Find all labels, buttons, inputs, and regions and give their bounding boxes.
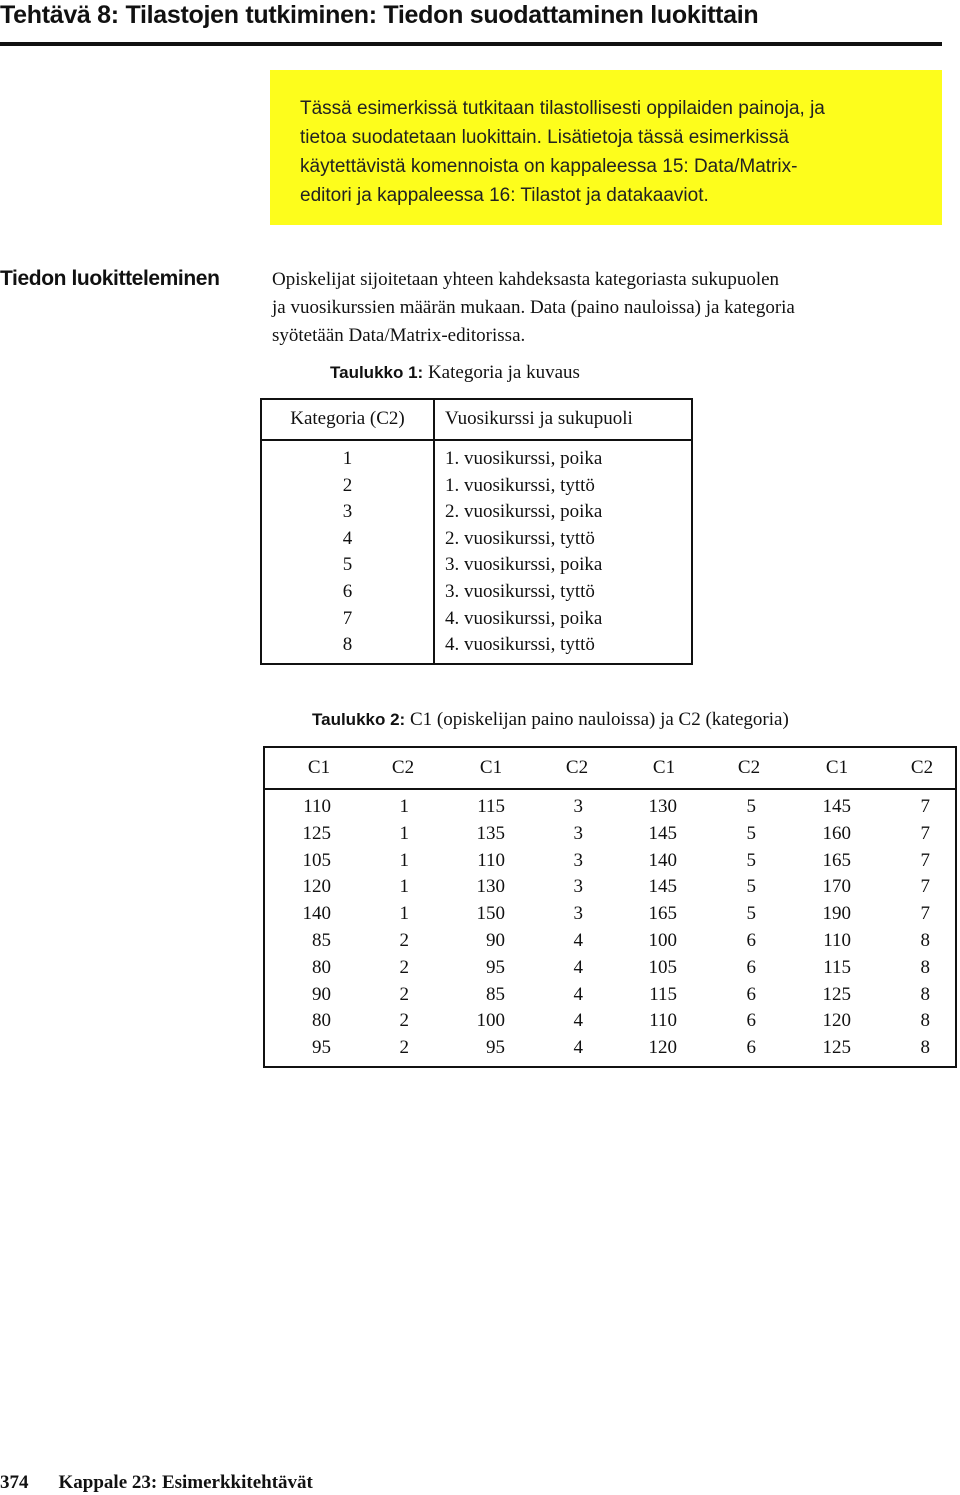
- category-cell: 7: [920, 849, 930, 871]
- weight-data-table: [263, 746, 957, 1068]
- category-number: 2: [342, 474, 353, 496]
- weight-cell: 115: [823, 956, 851, 978]
- category-cell: 7: [920, 903, 930, 925]
- weight-cell: 120: [648, 1037, 677, 1059]
- weight-cell: 115: [477, 796, 505, 817]
- category-cell: 4: [573, 1037, 583, 1059]
- table2-header-cell: C1: [307, 757, 331, 778]
- weight-cell: 135: [476, 822, 505, 844]
- weight-cell: 115: [649, 983, 677, 1005]
- table-row: [265, 850, 955, 877]
- table-row: [262, 475, 691, 502]
- table2-header-cell: C2: [910, 757, 934, 778]
- table1-header-category: Kategoria (C2): [290, 408, 405, 429]
- category-cell: 8: [920, 929, 930, 951]
- table-row: [262, 501, 691, 528]
- weight-cell: 80: [312, 1010, 331, 1032]
- category-number: 5: [342, 554, 353, 576]
- table2-header-cell: C2: [391, 757, 415, 778]
- weight-cell: 165: [822, 849, 851, 871]
- weight-cell: 85: [486, 983, 505, 1005]
- page-title: Tehtävä 8: Tilastojen tutkiminen: Tiedon suodattaminen luokittain: [0, 1, 759, 29]
- category-cell: 1: [399, 796, 409, 817]
- table-row: [262, 608, 691, 635]
- table-row: [265, 930, 955, 957]
- chapter-title: Kappale 23: Esimerkkitehtävät: [58, 1472, 313, 1493]
- category-cell: 6: [746, 929, 756, 951]
- weight-cell: 145: [648, 822, 677, 844]
- category-cell: 7: [920, 822, 930, 844]
- category-description: 4. vuosikurssi, poika: [445, 607, 603, 629]
- category-cell: 2: [399, 1010, 409, 1032]
- table-row: [265, 957, 955, 984]
- category-cell: 7: [920, 876, 930, 898]
- category-cell: 2: [399, 1037, 409, 1059]
- category-cell: 5: [746, 849, 756, 871]
- weight-cell: 120: [302, 876, 331, 898]
- note-line: tietoa suodatetaan luokittain. Lisätietoja tässä esimerkissä: [300, 127, 789, 148]
- table1-caption-text: Kategoria ja kuvaus: [423, 362, 580, 383]
- category-cell: 1: [399, 849, 409, 871]
- category-cell: 6: [746, 1037, 756, 1059]
- category-cell: 8: [920, 1010, 930, 1032]
- category-cell: 6: [746, 983, 756, 1005]
- category-cell: 3: [573, 822, 583, 844]
- table2-header-cell: C1: [825, 757, 849, 778]
- weight-cell: 100: [476, 1010, 505, 1032]
- category-cell: 3: [573, 796, 583, 817]
- category-cell: 4: [573, 983, 583, 1005]
- table-row: [265, 903, 955, 930]
- category-number: 6: [342, 580, 353, 602]
- category-cell: 8: [920, 956, 930, 978]
- weight-cell: 95: [486, 1037, 505, 1059]
- weight-cell: 130: [476, 876, 505, 898]
- category-cell: 3: [573, 849, 583, 871]
- weight-cell: 85: [312, 929, 331, 951]
- weight-cell: 125: [822, 1037, 851, 1059]
- table2-header-cell: C2: [737, 757, 761, 778]
- note-line: Tässä esimerkissä tutkitaan tilastollisesti oppilaiden painoja, ja: [300, 98, 825, 119]
- weight-cell: 125: [302, 822, 331, 844]
- weight-cell: 95: [486, 956, 505, 978]
- table-row: [265, 984, 955, 1011]
- category-description: 3. vuosikurssi, tyttö: [445, 580, 595, 602]
- category-cell: 7: [920, 796, 930, 817]
- category-cell: 5: [746, 822, 756, 844]
- weight-cell: 145: [822, 796, 851, 817]
- weight-cell: 125: [822, 983, 851, 1005]
- intro-line: syötetään Data/Matrix-editorissa.: [272, 325, 526, 346]
- category-number: 1: [342, 448, 353, 469]
- category-number: 3: [342, 501, 353, 523]
- weight-cell: 160: [822, 822, 851, 844]
- section-intro: [272, 266, 952, 350]
- category-cell: 5: [746, 876, 756, 898]
- category-cell: 8: [920, 983, 930, 1005]
- category-number: 4: [342, 527, 353, 549]
- weight-cell: 80: [312, 956, 331, 978]
- table2-header-cell: C2: [565, 757, 589, 778]
- weight-cell: 110: [303, 796, 331, 817]
- category-cell: 8: [920, 1037, 930, 1059]
- weight-cell: 145: [648, 876, 677, 898]
- weight-cell: 110: [823, 929, 851, 951]
- category-number: 8: [342, 634, 353, 656]
- category-cell: 2: [399, 929, 409, 951]
- table-row: [265, 823, 955, 850]
- category-cell: 2: [399, 956, 409, 978]
- table2-caption-lead: Taulukko 2:: [312, 710, 406, 729]
- category-cell: 6: [746, 1010, 756, 1032]
- note-line: editori ja kappaleessa 16: Tilastot ja datakaaviot.: [300, 185, 709, 206]
- page-footer: [0, 1472, 313, 1494]
- category-cell: 1: [399, 822, 409, 844]
- weight-cell: 105: [302, 849, 331, 871]
- table2-caption-text: C1 (opiskelijan paino nauloissa) ja C2 (kategoria): [405, 709, 789, 730]
- table1-body: [262, 448, 691, 661]
- category-cell: 2: [399, 983, 409, 1005]
- title-divider: [0, 42, 942, 46]
- weight-cell: 120: [822, 1010, 851, 1032]
- table2-header-cell: C1: [652, 757, 676, 778]
- table1-header-description: Vuosikurssi ja sukupuoli: [445, 408, 633, 429]
- weight-cell: 90: [486, 929, 505, 951]
- weight-cell: 105: [648, 956, 677, 978]
- weight-cell: 90: [312, 983, 331, 1005]
- weight-cell: 140: [302, 903, 331, 925]
- category-number: 7: [342, 607, 353, 629]
- category-description: 1. vuosikurssi, tyttö: [445, 474, 595, 496]
- highlight-note: [270, 70, 942, 225]
- table-row: [262, 634, 691, 661]
- table1-header-divider: [262, 439, 691, 441]
- weight-cell: 165: [648, 903, 677, 925]
- weight-cell: 110: [477, 849, 505, 871]
- category-cell: 3: [573, 903, 583, 925]
- intro-line: Opiskelijat sijoitetaan yhteen kahdeksasta kategoriasta sukupuolen: [272, 269, 780, 290]
- table2-caption: [312, 709, 789, 731]
- weight-cell: 100: [648, 929, 677, 951]
- weight-cell: 150: [476, 903, 505, 925]
- category-cell: 1: [399, 903, 409, 925]
- table-row: [262, 528, 691, 555]
- table-row: [265, 1037, 955, 1064]
- category-cell: 1: [399, 876, 409, 898]
- category-cell: 4: [573, 929, 583, 951]
- section-heading: Tiedon luokitteleminen: [0, 267, 220, 290]
- category-table: [260, 398, 693, 665]
- note-line: käytettävistä komennoista on kappaleessa 15: Data/Matrix-: [300, 156, 798, 177]
- category-cell: 5: [746, 903, 756, 925]
- category-description: 1. vuosikurssi, poika: [445, 448, 603, 469]
- intro-line: ja vuosikurssien määrän mukaan. Data (paino nauloissa) ja kategoria: [272, 297, 795, 318]
- table1-caption-lead: Taulukko 1:: [330, 363, 424, 382]
- page-number: 374: [0, 1472, 29, 1493]
- table2-header-divider: [265, 788, 955, 790]
- table2-body: [265, 796, 955, 1064]
- category-cell: 4: [573, 956, 583, 978]
- table-row: [265, 1010, 955, 1037]
- category-description: 3. vuosikurssi, poika: [445, 554, 603, 576]
- category-description: 2. vuosikurssi, tyttö: [445, 527, 595, 549]
- category-cell: 5: [746, 796, 756, 817]
- weight-cell: 140: [648, 849, 677, 871]
- table-row: [262, 448, 691, 475]
- weight-cell: 170: [822, 876, 851, 898]
- weight-cell: 130: [648, 796, 677, 817]
- category-cell: 6: [746, 956, 756, 978]
- table-row: [265, 796, 955, 823]
- weight-cell: 110: [649, 1010, 677, 1032]
- category-description: 4. vuosikurssi, tyttö: [445, 634, 595, 656]
- table2-header-cell: C1: [479, 757, 503, 778]
- category-cell: 3: [573, 876, 583, 898]
- weight-cell: 190: [822, 903, 851, 925]
- weight-cell: 95: [312, 1037, 331, 1059]
- category-description: 2. vuosikurssi, poika: [445, 501, 603, 523]
- table-row: [262, 581, 691, 608]
- table-row: [265, 876, 955, 903]
- category-cell: 4: [573, 1010, 583, 1032]
- table1-caption: [330, 362, 580, 384]
- table-row: [262, 554, 691, 581]
